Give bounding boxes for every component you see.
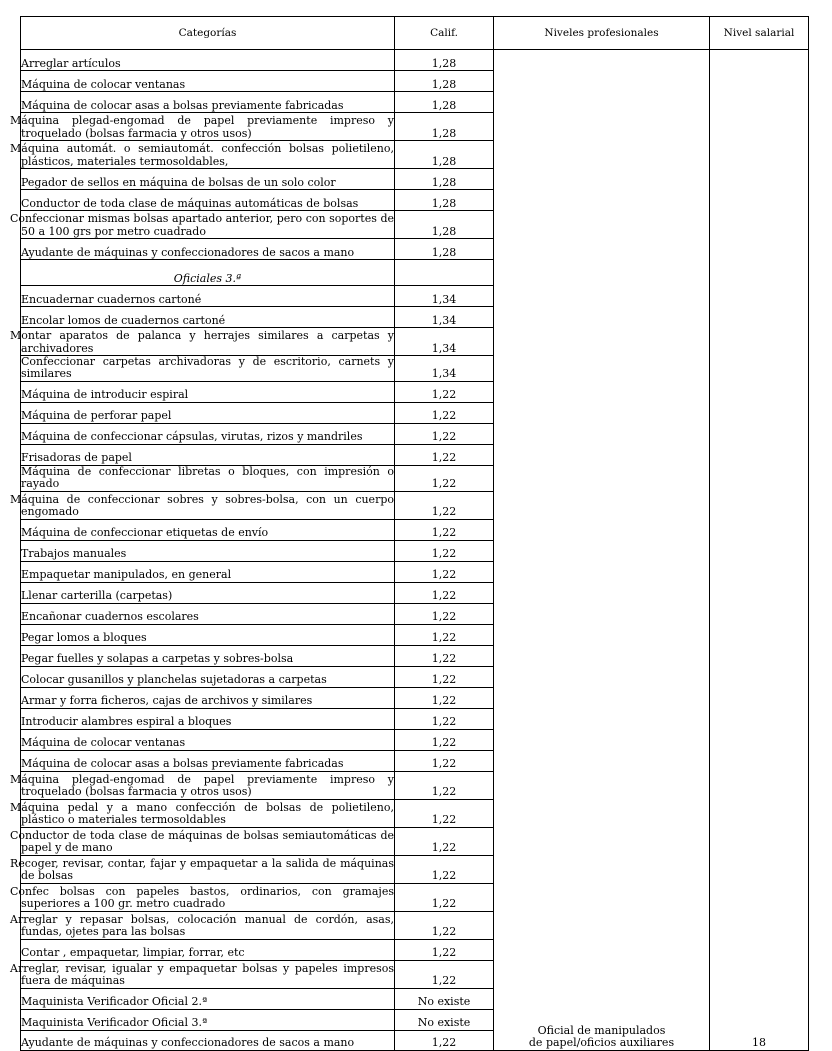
categoria-cell: Confeccionar mismas bolsas apartado anterior, pero con soportes de 50 a 100 grs por metro cuadrado [10,212,394,238]
calif-cell: No existe [395,988,494,1009]
categoria-cell: Máquina plegad-engomad de papel previamente impreso y troquelado (bolsas farmacia y otros usos) [10,772,394,799]
calif-cell: 1,22 [395,603,494,624]
categoria-cell: Colocar gusanillos y planchelas sujetadoras a carpetas [21,666,395,687]
categoria-cell: Conductor de toda clase de máquinas automáticas de bolsas [21,190,395,211]
categoria-cell: Recoger, revisar, contar, fajar y empaquetar a la salida de máquinas de bolsas [10,856,394,883]
calif-cell: 1,22 [395,708,494,729]
categoria-cell: Pegar fuelles y solapas a carpetas y sobres-bolsa [21,645,395,666]
table-row [21,50,809,71]
calif-cell: 1,22 [395,729,494,750]
calif-cell: 1,22 [395,624,494,645]
calif-cell: 1,22 [395,855,494,883]
calif-cell: 1,22 [395,799,494,827]
nivel-profesional-line1: Oficial de manipulados [537,1023,666,1037]
calif-cell: 1,22 [395,960,494,988]
calif-cell: 1,22 [395,687,494,708]
categoria-cell: Ayudante de máquinas y confeccionadores de sacos a mano [21,239,395,260]
categoria-cell: Máquina automát. o semiautomát. confección bolsas polietileno, plásticos, materiales termosoldables, [10,142,394,168]
categoria-cell: Máquina de colocar ventanas [21,729,395,750]
calif-cell: 1,28 [395,50,494,71]
calif-cell: 1,22 [395,911,494,939]
calif-cell: 1,28 [395,92,494,113]
calif-cell: 1,22 [395,402,494,423]
nivel-profesional-line2: de papel/oficios auxiliares [528,1036,675,1050]
categoria-cell: Encañonar cuadernos escolares [21,603,395,624]
categoria-cell: Trabajos manuales [21,540,395,561]
calif-cell: 1,28 [395,169,494,190]
categoria-cell: Máquina de confeccionar cápsulas, virutas, rizos y mandriles [21,423,395,444]
calif-cell: 1,22 [395,883,494,911]
categoria-cell: Frisadoras de papel [21,444,395,465]
categoria-cell: Máquina de introducir espiral [21,381,395,402]
categories-table [10,16,809,1051]
calif-cell: 1,22 [395,939,494,960]
categoria-cell: Confeccionar carpetas archivadoras y de escritorio, carnets y similares [21,355,394,381]
categoria-cell: Llenar carterilla (carpetas) [21,582,395,603]
calif-cell: 1,22 [395,519,494,540]
calif-cell: 1,28 [395,239,494,260]
calif-cell: 1,22 [395,1030,494,1050]
categoria-cell: Arreglar y repasar bolsas, colocación manual de cordón, asas, fundas, ojetes para las bolsas [10,912,394,939]
calif-cell: 1,34 [395,328,494,356]
categoria-cell: Máquina plegad-engomad de papel previamente impreso y troquelado (bolsas farmacia y otros usos) [10,114,394,140]
calif-cell: 1,22 [395,491,494,519]
header-categorias: Categorías [21,17,395,50]
categoria-cell: Arreglar artículos [21,50,395,71]
categoria-cell: Montar aparatos de palanca y herrajes similares a carpetas y archivadores [10,329,394,355]
categoria-cell: Contar , empaquetar, limpiar, forrar, etc [21,939,395,960]
subheader-label: Oficiales 3.ª [21,260,395,286]
categoria-cell: Maquinista Verificador Oficial 3.ª [21,1009,395,1030]
header-nivel-salarial: Nivel salarial [710,17,809,50]
categoria-cell: Arreglar, revisar, igualar y empaquetar bolsas y papeles impresos fuera de máquinas [10,961,394,988]
table-header [21,17,809,50]
calif-cell: 1,34 [395,307,494,328]
calif-cell: 1,22 [395,465,494,491]
categoria-cell: Máquina de confeccionar sobres y sobres-bolsa, con un cuerpo engomado [10,492,394,519]
categoria-cell: Máquina de confeccionar libretas o bloques, con impresión o rayado [21,464,394,491]
calif-cell: 1,34 [395,356,494,382]
calif-cell: 1,22 [395,423,494,444]
calif-cell: 1,22 [395,771,494,799]
header-niveles-profesionales: Niveles profesionales [494,17,710,50]
categoria-cell: Confec bolsas con papeles bastos, ordinarios, con gramajes superiores a 100 gr. metro cuadrado [10,884,394,911]
categoria-cell: Máquina de perforar papel [21,402,395,423]
header-calif: Calif. [395,17,494,50]
calif-cell: No existe [395,1009,494,1030]
calif-cell: 1,22 [395,750,494,771]
calif-cell: 1,28 [395,190,494,211]
categoria-cell: Máquina de colocar asas a bolsas previamente fabricadas [21,750,395,771]
calif-cell: 1,22 [395,645,494,666]
categoria-cell: Encolar lomos de cuadernos cartoné [21,307,395,328]
calif-cell: 1,22 [395,444,494,465]
nivel-profesional-cell [494,50,710,1051]
calif-cell: 1,34 [395,286,494,307]
calif-cell: 1,22 [395,827,494,855]
categoria-cell: Máquina de colocar ventanas [21,71,395,92]
calif-cell: 1,22 [395,381,494,402]
categoria-cell: Introducir alambres espiral a bloques [21,708,395,729]
calif-cell: 1,28 [395,113,494,141]
calif-cell: 1,22 [395,666,494,687]
categoria-cell: Pegar lomos a bloques [21,624,395,645]
categoria-cell: Ayudante de máquinas y confeccionadores de sacos a mano [21,1030,395,1050]
calif-cell: 1,28 [395,71,494,92]
calif-cell: 1,28 [395,211,494,239]
categoria-cell: Empaquetar manipulados, en general [21,561,395,582]
calif-cell: 1,22 [395,540,494,561]
categoria-cell: Maquinista Verificador Oficial 2.ª [21,988,395,1009]
calif-cell: 1,22 [395,561,494,582]
categoria-cell: Máquina de confeccionar etiquetas de envío [21,519,395,540]
subheader-calif-empty [395,260,494,286]
calif-cell: 1,28 [395,141,494,169]
categoria-cell: Encuadernar cuadernos cartoné [21,286,395,307]
nivel-salarial-cell: 18 [710,50,809,1051]
categoria-cell: Pegador de sellos en máquina de bolsas de un solo color [21,169,395,190]
table-body [10,50,809,1051]
categoria-cell: Máquina pedal y a mano confección de bolsas de polietileno, plástico o materiales termosoldables [10,800,394,827]
calif-cell: 1,22 [395,582,494,603]
categoria-cell: Armar y forra ficheros, cajas de archivos y similares [21,687,395,708]
categoria-cell: Máquina de colocar asas a bolsas previamente fabricadas [21,92,395,113]
categoria-cell: Conductor de toda clase de máquinas de bolsas semiautomáticas de papel y de mano [10,828,394,855]
